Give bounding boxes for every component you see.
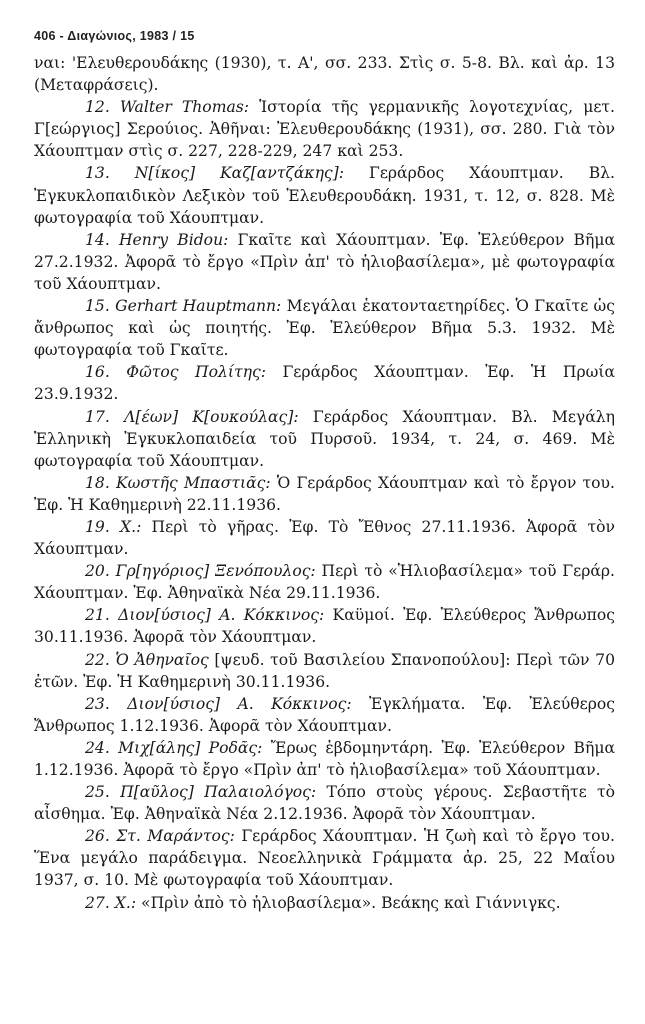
entry-text: Τόπο στοὺς γέρους. Σεβαστῆτε τὸ αἶσθημα. Ἐφ. Ἀθηναϊκὰ Νέα 2.12.1936. Ἀφορᾶ τὸν Χάουπτμαν. bbox=[34, 783, 615, 824]
entry-author: 23. Διον[ύσιος] Α. Κόκκινος: bbox=[85, 694, 352, 713]
entry-author: 22. Ὁ Ἀθηναῖος bbox=[85, 650, 209, 669]
bibliography-entry bbox=[34, 229, 615, 295]
entry-author: 17. Λ[έων] Κ[ουκούλας]: bbox=[85, 407, 299, 426]
entry-text: Ὁ Γεράρδος Χάουπτμαν καὶ τὸ ἔργον του. Ἐφ. Ἡ Καθημερινὴ 22.11.1936. bbox=[34, 473, 615, 514]
bibliography-entry bbox=[34, 693, 615, 737]
entry-text: Μεγάλαι ἑκατονταετηρίδες. Ὁ Γκαῖτε ὡς ἄνθρωπος καὶ ὡς ποιητής. Ἐφ. Ἐλεύθερον Βῆμα 5.3. 1932. Μὲ φωτογραφία τοῦ Γκαῖτε. bbox=[34, 297, 615, 360]
entry-author: 19. Χ.: bbox=[85, 517, 142, 536]
entry-author: 18. Κωστῆς Μπαστιᾶς: bbox=[85, 473, 271, 492]
entry-text: Γεράρδος Χάουπτμαν. Βλ. Μεγάλη Ἑλληνικὴ Ἐγκυκλοπαιδεία τοῦ Πυρσοῦ. 1934, τ. 24, σ. 469. Μὲ φωτογραφία τοῦ Χάουπτμαν. bbox=[34, 407, 615, 470]
bibliography-entry bbox=[34, 560, 615, 604]
bibliography-entry bbox=[34, 892, 615, 914]
entry-text: Γκαῖτε καὶ Χάουπτμαν. Ἐφ. Ἐλεύθερον Βῆμα 27.2.1932. Ἀφορᾶ τὸ ἔργο «Πρὶν ἀπ' τὸ ἡλιοβασίλεμα», μὲ φωτογραφία τοῦ Χάουπτμαν. bbox=[34, 230, 615, 293]
entry-text: Ἔρως ἑβδομηντάρη. Ἐφ. Ἐλεύθερον Βῆμα 1.12.1936. Ἀφορᾶ τὸ ἔργο «Πρὶν ἀπ' τὸ ἡλιοβασίλεμα» τοῦ Χάουπτμαν. bbox=[34, 738, 615, 779]
bibliography-entry bbox=[34, 825, 615, 891]
bibliography-entry bbox=[34, 516, 615, 560]
entry-text: [ψευδ. τοῦ Βασιλείου Σπανοπούλου]: Περὶ τῶν 70 ἐτῶν. Ἐφ. Ἡ Καθημερινὴ 30.11.1936. bbox=[34, 650, 615, 691]
entry-text: Γεράρδος Χάουπτμαν. Βλ. Ἐγκυκλοπαιδικὸν Λεξικὸν τοῦ Ἐλευθερουδάκη. 1931, τ. 12, σ. 828. Μὲ φωτογραφία τοῦ Χάουπτμαν. bbox=[34, 164, 616, 227]
entry-text: Γεράρδος Χάουπτμαν. Ἐφ. Ἡ Πρωία 23.9.1932. bbox=[34, 363, 615, 404]
entry-text: Περὶ τὸ γῆρας. Ἐφ. Τὸ Ἔθνος 27.11.1936. Ἀφορᾶ τὸν Χάουπτμαν. bbox=[34, 517, 615, 559]
bibliography-entry bbox=[34, 649, 615, 693]
bibliography-entry bbox=[34, 406, 615, 472]
bibliography-entry bbox=[34, 361, 615, 405]
entry-text: Καϋμοί. Ἐφ. Ἐλεύθερος Ἄνθρωπος 30.11.1936. Ἀφορᾶ τὸν Χάουπτμαν. bbox=[34, 606, 615, 647]
bibliography-entry bbox=[34, 472, 615, 516]
entry-text: Περὶ τὸ «Ἡλιοβασίλεμα» τοῦ Γεράρ. Χάουπτμαν. Ἐφ. Ἀθηναϊκὰ Νέα 29.11.1936. bbox=[34, 562, 616, 603]
entry-text: Ἱστορία τῆς γερμανικῆς λογοτεχνίας, μετ. Γ[εώργιος] Σερούιος. Ἀθῆναι: Ἐλευθερουδάκης (1931), σσ. 280. Γιὰ τὸν Χάουπτμαν στὶς σ. 227, 228-229, 247 καὶ 253. bbox=[34, 98, 615, 161]
entry-author: 27. Χ.: bbox=[85, 893, 137, 912]
entry-text: «Πρὶν ἀπὸ τὸ ἡλιοβασίλεμα». Βεάκης καὶ Γιάννιγκς. bbox=[136, 893, 561, 912]
entry-author: 26. Στ. Μαράντος: bbox=[85, 827, 235, 846]
entry-text: Ἐγκλήματα. Ἐφ. Ἐλεύθερος Ἄνθρωπος 1.12.1936. Ἀφορᾶ τὸν Χάουπτμαν. bbox=[34, 694, 615, 735]
entry-author: 20. Γρ[ηγόριος] Ξενόπουλος: bbox=[85, 562, 316, 581]
bibliography-list bbox=[34, 52, 615, 914]
entry-author: 24. Μιχ[άλης] Ροδᾶς: bbox=[85, 738, 263, 757]
entry-author: 25. Π[αῦλος] Παλαιολόγος: bbox=[85, 783, 317, 802]
bibliography-entry-continuation: ναι: 'Ελευθερουδάκης (1930), τ. Α', σσ. 233. Στὶς σ. 5-8. Βλ. καὶ ἀρ. 13 (Μεταφράσεις). bbox=[34, 54, 615, 95]
entry-author: 16. Φῶτος Πολίτης: bbox=[85, 363, 266, 382]
entry-author: 14. Henry Bidou: bbox=[85, 230, 229, 249]
entry-author: 13. Ν[ίκος] Καζ[αντζάκης]: bbox=[85, 164, 345, 183]
bibliography-entry bbox=[34, 604, 615, 648]
bibliography-entry bbox=[34, 96, 615, 162]
entry-author: 21. Διον[ύσιος] Α. Κόκκινος: bbox=[85, 606, 325, 625]
bibliography-entry bbox=[34, 295, 615, 361]
bibliography-entry bbox=[34, 781, 615, 825]
entry-author: 15. Gerhart Hauptmann: bbox=[85, 297, 282, 316]
bibliography-entry bbox=[34, 737, 615, 781]
bibliography-entry bbox=[34, 162, 615, 228]
entry-author: 12. Walter Thomas: bbox=[85, 98, 250, 117]
entry-text: Γεράρδος Χάουπτμαν. Ἡ ζωὴ καὶ τὸ ἔργο του. Ἕνα μεγάλο παράδειγμα. Νεοελληνικὰ Γράμματα ἀρ. 25, 22 Μαΐου 1937, σ. 10. Μὲ φωτογραφία τοῦ Χάουπτμαν. bbox=[34, 827, 615, 890]
running-header: 406 - Διαγώνιος, 1983 / 15 bbox=[34, 29, 195, 43]
